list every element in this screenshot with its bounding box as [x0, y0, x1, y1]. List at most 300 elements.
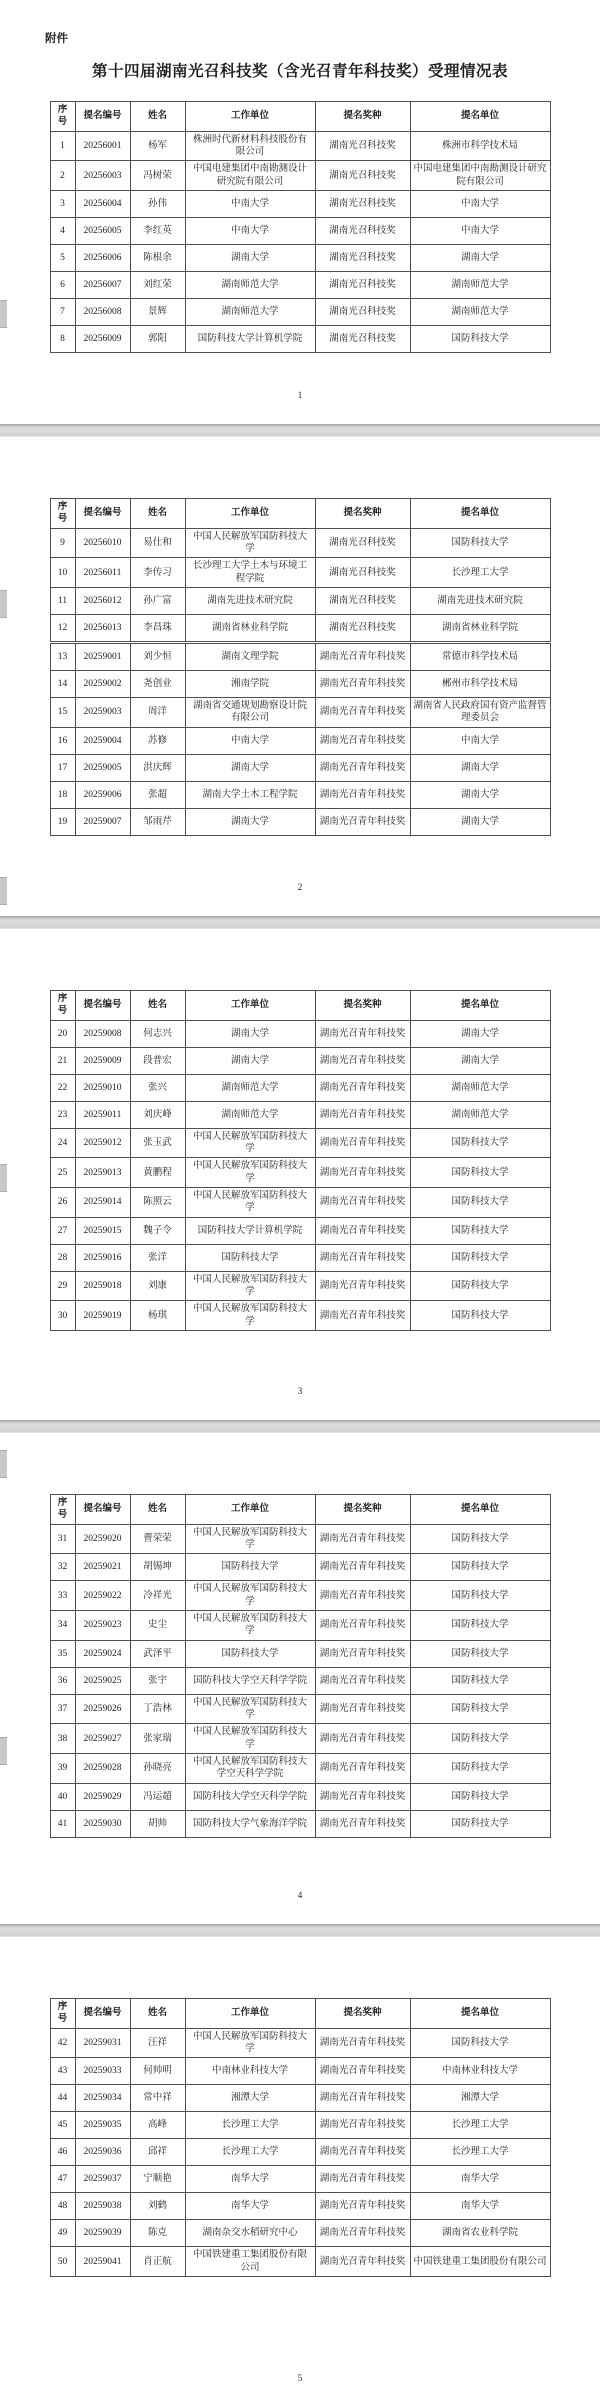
table-row	[50, 1640, 550, 1667]
table-cell: 20259036	[75, 2139, 130, 2166]
table-cell: 国防科技大学	[410, 1810, 550, 1837]
table-row	[50, 2247, 550, 2277]
table-row	[50, 1667, 550, 1694]
page-number-5: 5	[297, 2373, 303, 2383]
table-cell: 湖南光召青年科技奖	[315, 2058, 410, 2085]
award-table-page-2	[50, 498, 551, 836]
column-header: 工作单位	[185, 499, 315, 529]
table-cell: 国防科技大学	[410, 1554, 550, 1581]
table-cell: 湖南光召青年科技奖	[315, 2139, 410, 2166]
table-cell: 20259010	[75, 1074, 130, 1101]
table-cell: 湖南大学	[410, 1047, 550, 1074]
table-cell: 湖南光召科技奖	[315, 191, 410, 218]
table-cell: 湖南光召青年科技奖	[315, 1724, 410, 1754]
table-cell: 湖南光召科技奖	[315, 161, 410, 191]
table-cell: 史尘	[130, 1611, 185, 1641]
table-cell: 20256001	[75, 131, 130, 161]
table-cell: 邹雨芹	[130, 808, 185, 835]
table-row	[50, 1301, 550, 1331]
table-row	[50, 2112, 550, 2139]
table-cell: 20256008	[75, 299, 130, 326]
table-row	[50, 2139, 550, 2166]
table-cell: 湖南光召科技奖	[315, 218, 410, 245]
table-cell: 洪庆辉	[130, 754, 185, 781]
table-cell: 9	[50, 528, 75, 558]
table-cell: 景辉	[130, 299, 185, 326]
table-row	[50, 727, 550, 754]
table-cell: 湖南光召青年科技奖	[315, 2112, 410, 2139]
table-cell: 湖南省林业科学院	[410, 615, 550, 643]
table-cell: 胡帅	[130, 1810, 185, 1837]
column-header: 提名单位	[410, 1999, 550, 2029]
column-header: 工作单位	[185, 102, 315, 132]
table-cell: 刘康	[130, 1271, 185, 1301]
table-cell: 李传习	[130, 558, 185, 588]
table-cell: 湖南光召青年科技奖	[315, 808, 410, 835]
table-cell: 湖南杂交水稻研究中心	[185, 2220, 315, 2247]
adjacent-page-gap-fragment	[0, 877, 7, 905]
table-cell: 18	[50, 781, 75, 808]
table-cell: 40	[50, 1783, 75, 1810]
adjacent-page-gap-fragment	[0, 1737, 7, 1765]
table-cell: 湖南光召科技奖	[315, 326, 410, 353]
table-cell: 31	[50, 1524, 75, 1554]
table-row	[50, 1047, 550, 1074]
table-cell: 胡锡坤	[130, 1554, 185, 1581]
table-cell: 中南大学	[185, 727, 315, 754]
table-cell: 国防科技大学	[410, 1188, 550, 1218]
page-5	[0, 1998, 600, 2407]
table-cell: 国防科技大学	[410, 1724, 550, 1754]
table-row	[50, 2085, 550, 2112]
table-cell: 中国人民解放军国防科技大学	[185, 1724, 315, 1754]
table-row	[50, 2220, 550, 2247]
table-cell: 湖南光召青年科技奖	[315, 2220, 410, 2247]
table-cell: 14	[50, 671, 75, 698]
table-cell: 20259016	[75, 1244, 130, 1271]
column-header: 提名单位	[410, 102, 550, 132]
table-cell: 中国人民解放军国防科技大学	[185, 1128, 315, 1158]
table-cell: 刘少恒	[130, 643, 185, 671]
table-cell: 湖南光召青年科技奖	[315, 2247, 410, 2277]
table-cell: 中南大学	[410, 191, 550, 218]
table-cell: 湖南光召青年科技奖	[315, 1694, 410, 1724]
attachment-label: 附件	[45, 33, 68, 45]
table-cell: 20256003	[75, 161, 130, 191]
table-cell: 20259023	[75, 1611, 130, 1641]
table-cell: 长沙理工大学	[185, 2112, 315, 2139]
table-row	[50, 191, 550, 218]
table-cell: 段普宏	[130, 1047, 185, 1074]
table-cell: 33	[50, 1581, 75, 1611]
table-cell: 湖南大学	[410, 245, 550, 272]
table-cell: 20259019	[75, 1301, 130, 1331]
table-cell: 中国人民解放军国防科技大学	[185, 1611, 315, 1641]
table-cell: 湖南光召青年科技奖	[315, 754, 410, 781]
column-header: 提名编号	[75, 102, 130, 132]
table-cell: 29	[50, 1271, 75, 1301]
table-header-row	[50, 1495, 550, 1525]
table-cell: 国防科技大学气象海洋学院	[185, 1810, 315, 1837]
table-cell: 曹荣荣	[130, 1524, 185, 1554]
table-cell: 张洋	[130, 1244, 185, 1271]
table-cell: 20256011	[75, 558, 130, 588]
table-cell: 湖南大学	[185, 808, 315, 835]
table-cell: 20259022	[75, 1581, 130, 1611]
column-header: 提名奖种	[315, 1999, 410, 2029]
table-cell: 湖南师范大学	[410, 299, 550, 326]
table-cell: 湖南光召青年科技奖	[315, 1074, 410, 1101]
table-cell: 湖南光召青年科技奖	[315, 1810, 410, 1837]
table-cell: 湖南大学	[185, 245, 315, 272]
table-cell: 陈克	[130, 2220, 185, 2247]
table-cell: 27	[50, 1217, 75, 1244]
table-cell: 中国电建集团中南勘测设计研究院有限公司	[185, 161, 315, 191]
table-cell: 湖南光召青年科技奖	[315, 1101, 410, 1128]
table-cell: 湖南大学	[185, 1047, 315, 1074]
table-cell: 湖南光召科技奖	[315, 272, 410, 299]
table-cell: 陈照云	[130, 1188, 185, 1218]
table-cell: 30	[50, 1301, 75, 1331]
table-row	[50, 1188, 550, 1218]
table-cell: 中国人民解放军国防科技大学	[185, 1581, 315, 1611]
table-cell: 中国人民解放军国防科技大学空天科学学院	[185, 1754, 315, 1784]
table-cell: 湖南大学	[410, 754, 550, 781]
table-cell: 南华大学	[185, 2193, 315, 2220]
table-row	[50, 1020, 550, 1047]
table-cell: 20259020	[75, 1524, 130, 1554]
table-cell: 11	[50, 588, 75, 615]
table-cell: 刘红荣	[130, 272, 185, 299]
column-header: 姓名	[130, 102, 185, 132]
table-cell: 20259028	[75, 1754, 130, 1784]
table-cell: 24	[50, 1128, 75, 1158]
table-row	[50, 326, 550, 353]
table-cell: 37	[50, 1694, 75, 1724]
table-cell: 国防科技大学	[410, 1667, 550, 1694]
table-cell: 20259025	[75, 1667, 130, 1694]
column-header: 提名奖种	[315, 102, 410, 132]
table-row	[50, 1724, 550, 1754]
table-row	[50, 2193, 550, 2220]
column-header: 提名奖种	[315, 991, 410, 1021]
adjacent-page-gap-fragment	[0, 1450, 7, 1478]
table-cell: 20259034	[75, 2085, 130, 2112]
table-cell: 何帅明	[130, 2058, 185, 2085]
table-cell: 20259030	[75, 1810, 130, 1837]
table-cell: 3	[50, 191, 75, 218]
table-cell: 20256004	[75, 191, 130, 218]
column-header: 姓名	[130, 499, 185, 529]
table-cell: 28	[50, 1244, 75, 1271]
table-cell: 李昌珠	[130, 615, 185, 643]
table-row	[50, 754, 550, 781]
table-cell: 肖正航	[130, 2247, 185, 2277]
table-cell: 常中祥	[130, 2085, 185, 2112]
table-cell: 2	[50, 161, 75, 191]
table-cell: 6	[50, 272, 75, 299]
page-separator-2	[0, 916, 600, 929]
table-cell: 湖南光召青年科技奖	[315, 2166, 410, 2193]
table-row	[50, 299, 550, 326]
table-cell: 湖南光召青年科技奖	[315, 1188, 410, 1218]
table-row	[50, 1524, 550, 1554]
table-cell: 湖南师范大学	[410, 272, 550, 299]
table-cell: 株洲时代新材料科技股份有限公司	[185, 131, 315, 161]
table-cell: 5	[50, 245, 75, 272]
column-header: 序号	[50, 1495, 75, 1525]
table-cell: 湖南文理学院	[185, 643, 315, 671]
table-row	[50, 131, 550, 161]
table-cell: 孙晓亮	[130, 1754, 185, 1784]
table-cell: 20256006	[75, 245, 130, 272]
table-cell: 20259007	[75, 808, 130, 835]
column-header: 提名单位	[410, 991, 550, 1021]
table-cell: 李红英	[130, 218, 185, 245]
table-cell: 20259039	[75, 2220, 130, 2247]
award-table-page-3	[50, 990, 551, 1331]
table-cell: 冯运超	[130, 1783, 185, 1810]
table-cell: 湖南师范大学	[185, 272, 315, 299]
table-cell: 长沙理工大学	[410, 558, 550, 588]
table-cell: 44	[50, 2085, 75, 2112]
table-cell: 20256010	[75, 528, 130, 558]
table-row	[50, 671, 550, 698]
table-cell: 湖南光召青年科技奖	[315, 1581, 410, 1611]
table-cell: 中国铁建重工集团股份有限公司	[410, 2247, 550, 2277]
table-cell: 32	[50, 1554, 75, 1581]
table-cell: 郭阳	[130, 326, 185, 353]
table-cell: 湖南光召青年科技奖	[315, 1301, 410, 1331]
table-cell: 7	[50, 299, 75, 326]
table-cell: 宁顺艳	[130, 2166, 185, 2193]
table-cell: 22	[50, 1074, 75, 1101]
table-cell: 湖南大学	[410, 781, 550, 808]
table-cell: 湖南光召科技奖	[315, 131, 410, 161]
table-cell: 12	[50, 615, 75, 643]
table-cell: 20259041	[75, 2247, 130, 2277]
table-cell: 何志兴	[130, 1020, 185, 1047]
table-cell: 45	[50, 2112, 75, 2139]
table-cell: 湖南大学	[185, 1020, 315, 1047]
page-separator-3	[0, 1420, 600, 1433]
table-cell: 国防科技大学	[410, 326, 550, 353]
table-cell: 20	[50, 1020, 75, 1047]
table-cell: 郴州市科学技术局	[410, 671, 550, 698]
table-cell: 高峰	[130, 2112, 185, 2139]
table-cell: 国防科技大学	[185, 1554, 315, 1581]
table-row	[50, 218, 550, 245]
table-row	[50, 1554, 550, 1581]
table-cell: 国防科技大学	[410, 1694, 550, 1724]
table-cell: 20259024	[75, 1640, 130, 1667]
table-cell: 20256012	[75, 588, 130, 615]
table-cell: 中南大学	[410, 727, 550, 754]
table-cell: 尧创业	[130, 671, 185, 698]
table-cell: 23	[50, 1101, 75, 1128]
table-cell: 丁浩林	[130, 1694, 185, 1724]
table-cell: 易仕和	[130, 528, 185, 558]
page-separator-4	[0, 1924, 600, 1937]
table-cell: 国防科技大学空天科学学院	[185, 1667, 315, 1694]
page-number-4: 4	[297, 1890, 303, 1900]
adjacent-page-gap-fragment	[0, 590, 7, 618]
table-cell: 魏子令	[130, 1217, 185, 1244]
table-cell: 湘潭大学	[410, 2085, 550, 2112]
table-cell: 张家瑞	[130, 1724, 185, 1754]
table-cell: 中国人民解放军国防科技大学	[185, 1158, 315, 1188]
page-1	[0, 0, 600, 424]
table-row	[50, 698, 550, 728]
table-row	[50, 528, 550, 558]
table-cell: 中国人民解放军国防科技大学	[185, 1524, 315, 1554]
table-cell: 20259003	[75, 698, 130, 728]
column-header: 提名编号	[75, 1495, 130, 1525]
table-cell: 湖南光召科技奖	[315, 615, 410, 643]
table-cell: 20259033	[75, 2058, 130, 2085]
table-row	[50, 615, 550, 643]
table-cell: 湖南光召科技奖	[315, 528, 410, 558]
table-cell: 常德市科学技术局	[410, 643, 550, 671]
table-header-row	[50, 102, 550, 132]
table-cell: 国防科技大学	[410, 1783, 550, 1810]
table-cell: 长沙理工大学	[185, 2139, 315, 2166]
table-cell: 湖南光召青年科技奖	[315, 1128, 410, 1158]
table-cell: 冯树荣	[130, 161, 185, 191]
table-cell: 湖南光召青年科技奖	[315, 1524, 410, 1554]
table-cell: 49	[50, 2220, 75, 2247]
table-cell: 湘潭大学	[185, 2085, 315, 2112]
table-cell: 50	[50, 2247, 75, 2277]
table-cell: 34	[50, 1611, 75, 1641]
table-cell: 20259005	[75, 754, 130, 781]
table-cell: 国防科技大学	[410, 1581, 550, 1611]
table-cell: 20259029	[75, 1783, 130, 1810]
table-cell: 39	[50, 1754, 75, 1784]
table-cell: 湖南光召科技奖	[315, 299, 410, 326]
table-cell: 国防科技大学	[410, 1611, 550, 1641]
table-row	[50, 245, 550, 272]
table-cell: 湖南光召青年科技奖	[315, 1244, 410, 1271]
table-cell: 湖南光召青年科技奖	[315, 1640, 410, 1667]
table-cell: 湖南光召青年科技奖	[315, 1667, 410, 1694]
column-header: 工作单位	[185, 1999, 315, 2029]
page-3	[0, 990, 600, 1420]
table-cell: 湖南光召科技奖	[315, 588, 410, 615]
table-cell: 湖南光召青年科技奖	[315, 2085, 410, 2112]
table-cell: 20256009	[75, 326, 130, 353]
table-row	[50, 643, 550, 671]
table-cell: 黄鹏程	[130, 1158, 185, 1188]
table-cell: 湖南光召青年科技奖	[315, 1554, 410, 1581]
table-cell: 张兴	[130, 1074, 185, 1101]
table-cell: 中国人民解放军国防科技大学	[185, 528, 315, 558]
table-cell: 湖南光召青年科技奖	[315, 671, 410, 698]
table-cell: 中南林业科技大学	[410, 2058, 550, 2085]
table-cell: 国防科技大学	[410, 2028, 550, 2058]
table-cell: 46	[50, 2139, 75, 2166]
table-cell: 周洋	[130, 698, 185, 728]
award-table-page-1	[50, 101, 551, 353]
table-cell: 苏修	[130, 727, 185, 754]
table-cell: 20259004	[75, 727, 130, 754]
table-cell: 湖南省人民政府国有资产监督管理委员会	[410, 698, 550, 728]
table-cell: 中国人民解放军国防科技大学	[185, 1694, 315, 1724]
table-cell: 43	[50, 2058, 75, 2085]
table-cell: 20259014	[75, 1188, 130, 1218]
table-row	[50, 272, 550, 299]
table-cell: 湖南光召青年科技奖	[315, 1020, 410, 1047]
table-cell: 20259021	[75, 1554, 130, 1581]
table-row	[50, 1581, 550, 1611]
table-cell: 湖南师范大学	[185, 1074, 315, 1101]
column-header: 序号	[50, 102, 75, 132]
table-cell: 杨军	[130, 131, 185, 161]
table-cell: 中南林业科技大学	[185, 2058, 315, 2085]
table-cell: 15	[50, 698, 75, 728]
table-cell: 20259035	[75, 2112, 130, 2139]
table-row	[50, 1783, 550, 1810]
table-cell: 张玉武	[130, 1128, 185, 1158]
table-cell: 南华大学	[410, 2166, 550, 2193]
table-cell: 国防科技大学计算机学院	[185, 326, 315, 353]
table-cell: 湖南光召青年科技奖	[315, 781, 410, 808]
table-cell: 48	[50, 2193, 75, 2220]
table-cell: 8	[50, 326, 75, 353]
table-cell: 20259018	[75, 1271, 130, 1301]
table-row	[50, 1244, 550, 1271]
table-cell: 25	[50, 1158, 75, 1188]
table-cell: 20259013	[75, 1158, 130, 1188]
table-row	[50, 1158, 550, 1188]
table-cell: 湖南光召青年科技奖	[315, 1783, 410, 1810]
table-row	[50, 558, 550, 588]
page-2	[0, 498, 600, 916]
table-cell: 中南大学	[410, 218, 550, 245]
award-table-page-5	[50, 1998, 551, 2277]
table-cell: 国防科技大学空天科学学院	[185, 1783, 315, 1810]
table-cell: 国防科技大学	[410, 1128, 550, 1158]
table-cell: 20259012	[75, 1128, 130, 1158]
adjacent-page-gap-fragment	[0, 300, 7, 328]
table-cell: 4	[50, 218, 75, 245]
table-cell: 20259002	[75, 671, 130, 698]
table-cell: 中国电建集团中南勘测设计研究院有限公司	[410, 161, 550, 191]
table-row	[50, 2028, 550, 2058]
table-cell: 国防科技大学	[410, 1640, 550, 1667]
table-cell: 张超	[130, 781, 185, 808]
table-cell: 湖南师范大学	[410, 1074, 550, 1101]
table-cell: 刘鹤	[130, 2193, 185, 2220]
table-cell: 湖南光召青年科技奖	[315, 1611, 410, 1641]
table-cell: 国防科技大学	[410, 1217, 550, 1244]
table-cell: 20256005	[75, 218, 130, 245]
table-cell: 湘南学院	[185, 671, 315, 698]
column-header: 提名编号	[75, 991, 130, 1021]
table-cell: 20259037	[75, 2166, 130, 2193]
table-cell: 国防科技大学	[410, 1158, 550, 1188]
table-cell: 中国人民解放军国防科技大学	[185, 1188, 315, 1218]
column-header: 提名编号	[75, 1999, 130, 2029]
table-cell: 国防科技大学	[410, 528, 550, 558]
table-cell: 冷祥光	[130, 1581, 185, 1611]
table-cell: 26	[50, 1188, 75, 1218]
table-cell: 湖南大学	[410, 808, 550, 835]
table-cell: 20259001	[75, 643, 130, 671]
table-cell: 20259009	[75, 1047, 130, 1074]
table-cell: 长沙理工大学土木与环境工程学院	[185, 558, 315, 588]
table-cell: 湖南省交通规划勘察设计院有限公司	[185, 698, 315, 728]
